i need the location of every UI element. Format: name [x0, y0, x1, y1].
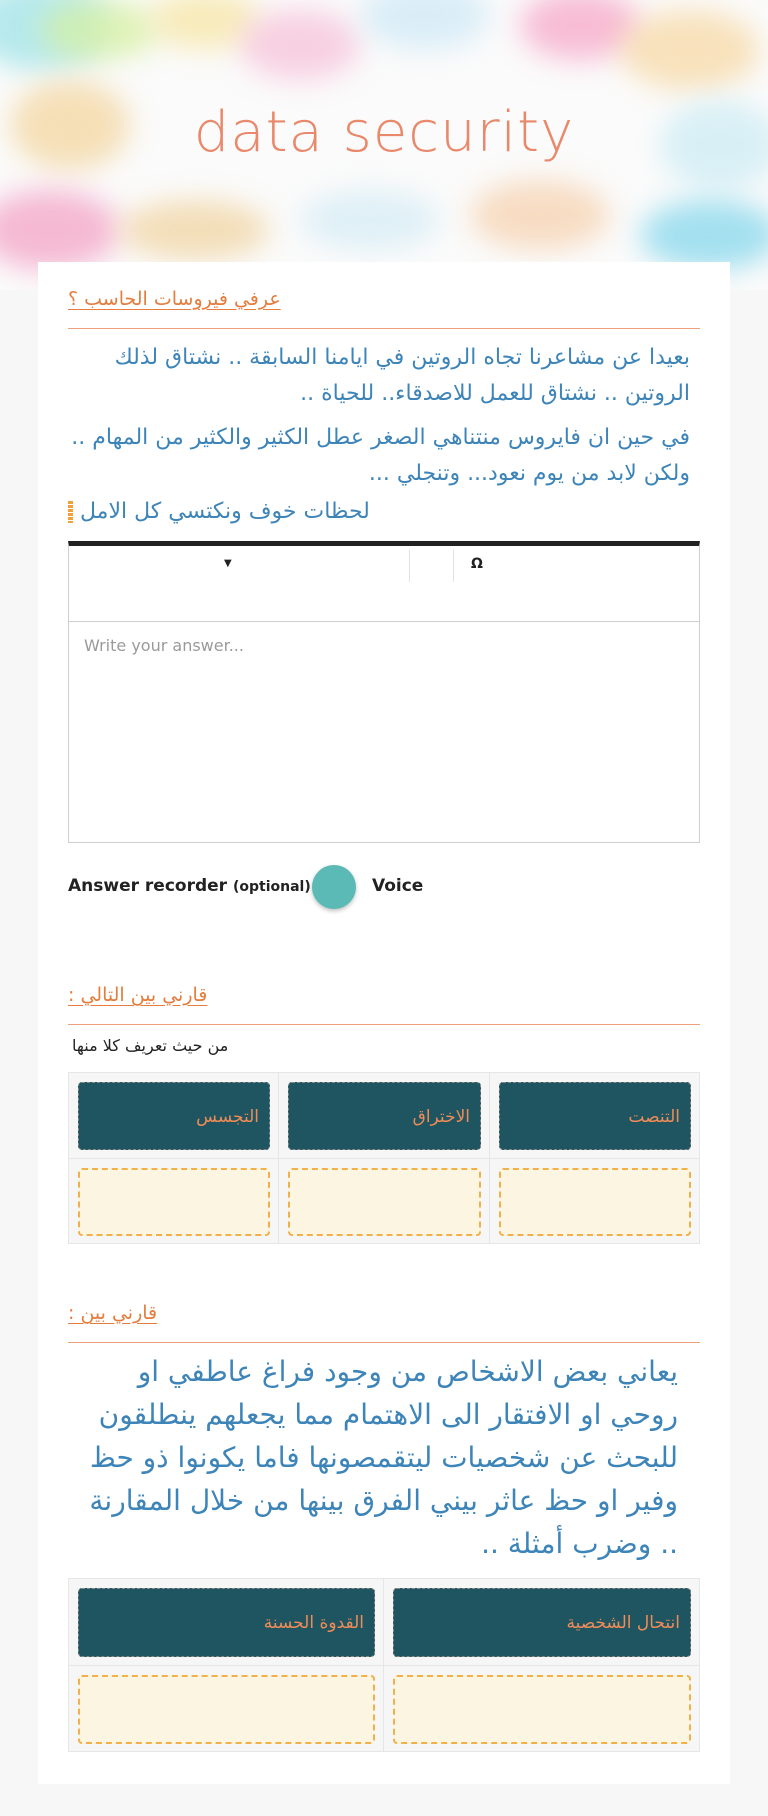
voice-label: Voice: [372, 876, 424, 896]
drop-zone[interactable]: [288, 1168, 481, 1236]
question-2-title: قارني بين التالي :: [68, 984, 208, 1006]
recorder-label: [68, 876, 324, 896]
drag-drop-table-2: [68, 1072, 700, 1244]
divider: [68, 328, 700, 329]
recorder-optional-text: (optional): [232, 879, 311, 895]
question-3-paragraph: يعاني بعض الاشخاص من وجود فراغ عاطفي او روحي او الافتقار الى الاهتمام مما يجعلهم ينطلقون للبحث عن شخصيات ليتقمصونها فاما يكونوا ذو حظ وفير او حظ عاثر بيني الفرق بينها من خلال المقارنة .. وضرب أمثلة ..: [89, 1355, 678, 1560]
paragraph-3-text: لحظات خوف ونكتسي كل الامل: [80, 499, 370, 524]
divider: [68, 1342, 700, 1343]
question-1-paragraph-2: في حين ان فايروس منتناهي الصغر عطل الكثير والكثير من المهام .. ولكن لابد من يوم نعود... وتنجلي ...: [71, 425, 690, 486]
drag-item-spying[interactable]: التجسس: [78, 1082, 270, 1150]
answer-editor: [68, 541, 700, 843]
recorder-label-text: Answer recorder: [68, 876, 228, 896]
question-1-paragraph-1: بعيدا عن مشاعرنا تجاه الروتين في ايامنا السابقة .. نشتاق لذلك الروتين .. نشتاق للعمل للاصدقاء.. للحياة ..: [114, 345, 690, 406]
question-3-title: قارني بين :: [68, 1302, 158, 1324]
drop-zone[interactable]: [78, 1675, 375, 1744]
drop-zone[interactable]: [393, 1675, 691, 1744]
drag-item-role-model[interactable]: القدوة الحسنة: [78, 1588, 375, 1657]
divider: [68, 1024, 700, 1025]
question-2-subtitle: من حيث تعريف كلا منها: [72, 1036, 229, 1055]
special-char-button[interactable]: Ω: [471, 556, 483, 572]
dropdown-caret-icon[interactable]: ▼: [224, 558, 232, 569]
question-1-title: عرفي فيروسات الحاسب ؟: [68, 288, 281, 310]
hourglass-icon: [68, 501, 73, 523]
toolbar-separator: [409, 550, 410, 582]
drag-item-eavesdropping[interactable]: التنصت: [499, 1082, 691, 1150]
drag-item-hacking[interactable]: الاختراق: [288, 1082, 481, 1150]
drag-drop-table-3: [68, 1578, 700, 1752]
drop-zone[interactable]: [78, 1168, 270, 1236]
record-button[interactable]: [312, 865, 356, 909]
editor-toolbar: [69, 546, 699, 622]
question-1-paragraph-3: [68, 494, 690, 530]
quiz-card: [38, 262, 730, 1784]
page-title: data security: [193, 100, 575, 165]
toolbar-separator: [453, 550, 454, 582]
drag-item-impersonation[interactable]: انتحال الشخصية: [393, 1588, 691, 1657]
answer-textarea[interactable]: [69, 622, 699, 842]
answer-recorder: [68, 864, 700, 910]
header-banner: [0, 0, 768, 290]
drop-zone[interactable]: [499, 1168, 691, 1236]
